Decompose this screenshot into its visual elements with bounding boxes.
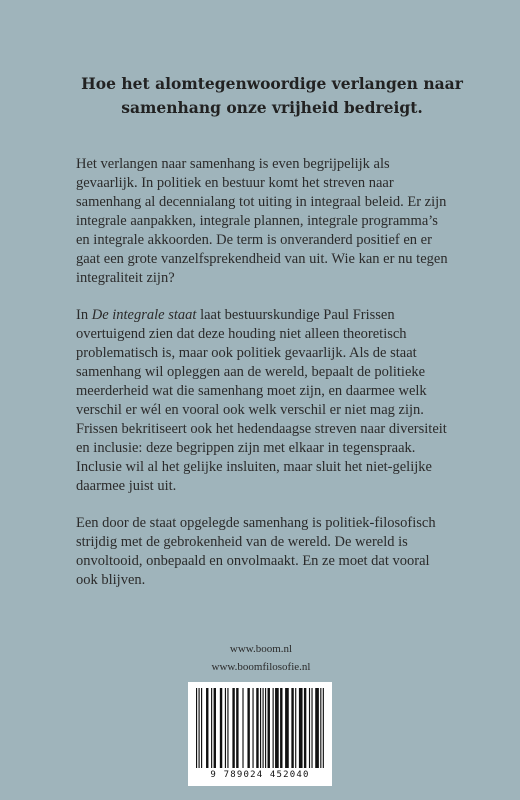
barcode-bar (268, 688, 270, 768)
paragraph-2 (76, 306, 450, 496)
barcode-bar (214, 688, 216, 768)
barcode-bar (263, 688, 264, 768)
barcode (188, 682, 332, 786)
book-title: De integrale staat (91, 307, 197, 323)
barcode-bar (323, 688, 324, 768)
barcode-bar (236, 688, 238, 768)
publisher-urls (176, 640, 346, 676)
barcode-bar (227, 688, 228, 768)
blurb (76, 155, 450, 608)
barcode-bar (256, 688, 258, 768)
paragraph-2-text: laat bestuurskundige Paul Frissen overtuigend zien dat deze houding niet alleen theoretisch problematisch is, maar ook politiek gevaarlijk. Als de staat samenhang wil opleggen aan de wereld, bepaalt de politieke meerderheid wat die samenhang moet zijn, en daarmee welk verschil er wél en vooral ook welk verschil er niet mag zijn. Frissen bekritiseert ook het hedendaagse streven naar diversiteit en inclusie: deze begrippen zijn met elkaar in tegenspraak. Inclusie wil al het gelijke insluiten, maar sluit het niet-gelijke daarmee juist uit. (76, 307, 447, 494)
barcode-bar (315, 688, 319, 768)
barcode-bar (285, 688, 289, 768)
barcode-bar (275, 688, 279, 768)
barcode-bar (320, 688, 321, 768)
barcode-bar (225, 688, 226, 768)
barcode-bar (304, 688, 306, 768)
barcode-bar (220, 688, 222, 768)
barcode-bar (211, 688, 212, 768)
paragraph-2-prefix: In (76, 307, 92, 323)
url-boomfilosofie[interactable]: www.boomfilosofie.nl (211, 661, 311, 673)
barcode-bar (260, 688, 261, 768)
barcode-bar (311, 688, 312, 768)
barcode-bar (291, 688, 293, 768)
barcode-bar (295, 688, 296, 768)
tagline: Hoe het alomtegenwoordige verlangen naar samenhang onze vrijheid bedreigt. (81, 74, 463, 117)
barcode-bar (273, 688, 274, 768)
paragraph-3: Een door de staat opgelegde samenhang is politiek-filosofisch strijdig met de gebrokenheid van de wereld. De wereld is onvoltooid, onbepaald en onvolmaakt. En ze moet dat vooral ook blijven. (76, 515, 436, 588)
barcode-bar (247, 688, 249, 768)
barcode-bar (206, 688, 208, 768)
barcode-bars (196, 688, 324, 768)
barcode-bar (199, 688, 200, 768)
barcode-bar (232, 688, 234, 768)
barcode-bar (242, 688, 243, 768)
barcode-bar (280, 688, 282, 768)
barcode-bar (201, 688, 202, 768)
barcode-bar (196, 688, 197, 768)
barcode-bar (252, 688, 253, 768)
isbn-number: 9 789024 452040 (210, 770, 310, 780)
barcode-bar (309, 688, 310, 768)
barcode-bar (265, 688, 266, 768)
url-boom[interactable]: www.boom.nl (229, 643, 293, 655)
paragraph-1: Het verlangen naar samenhang is even begrijpelijk als gevaarlijk. In politiek en bestuur komt het streven naar samenhang al decennialang tot uiting in integraal beleid. Er zijn integrale aanpakken, integrale plannen, integrale programma’s en integrale akkoorden. De term is onveranderd positief en er gaat een grote vanzelfsprekendheid van uit. Wie kan er nu tegen integraliteit zijn? (76, 156, 448, 286)
barcode-bar (299, 688, 303, 768)
